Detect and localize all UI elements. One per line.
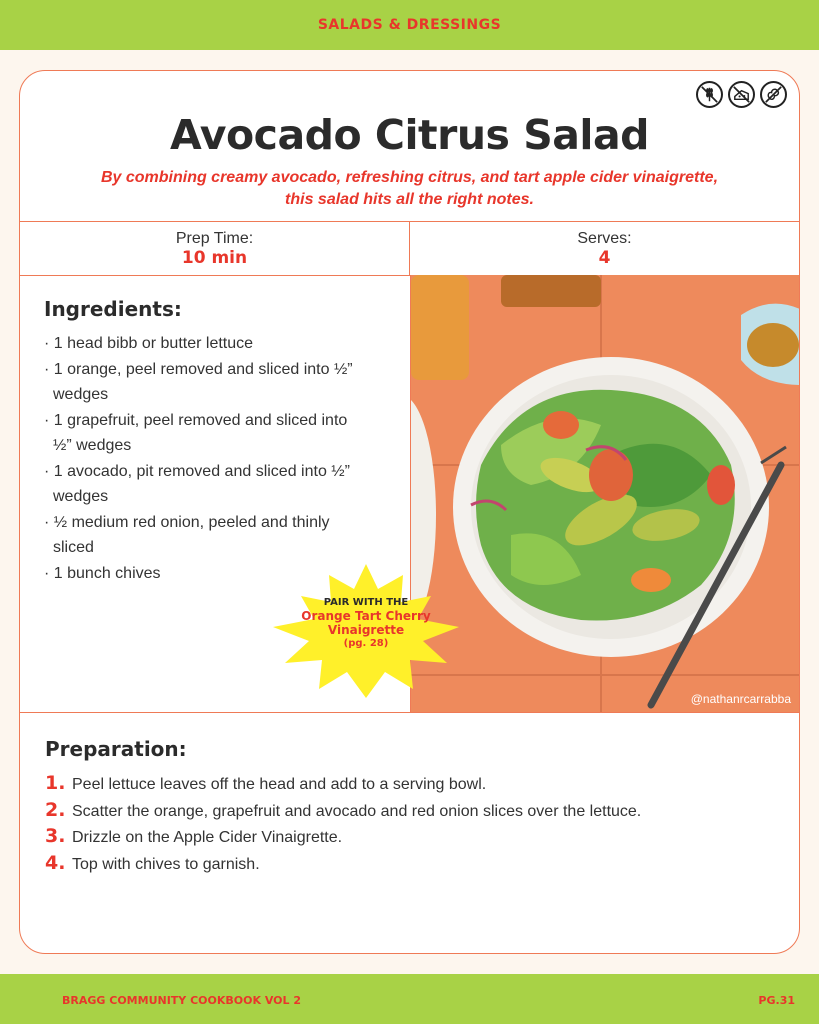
step-number: 3. (45, 825, 66, 847)
section-title: SALADS & DRESSINGS (317, 17, 502, 33)
ingredient-item: · ½ medium red onion, peeled and thinly sliced (44, 510, 353, 561)
step-text: Top with chives to garnish. (72, 855, 260, 873)
step-number: 4. (45, 851, 66, 874)
pairing-recipe-line-1: Orange Tart Cherry (301, 609, 431, 623)
step-item (45, 771, 774, 798)
step-item (45, 798, 774, 825)
ingredient-item: · 1 orange, peel removed and sliced into ½” wedges (44, 357, 353, 408)
prep-time-value: 10 min (181, 248, 248, 268)
pairing-page-ref: (pg. 28) (343, 638, 389, 649)
description-line-2: this salad hits all the right notes. (285, 191, 534, 208)
ingredient-item: · 1 grapefruit, peel removed and sliced into ½” wedges (44, 408, 353, 459)
photo-credit: @nathanrcarrabba (690, 692, 791, 706)
step-number: 1. (45, 772, 66, 794)
no-gluten-icon (696, 81, 723, 108)
no-nuts-icon (760, 81, 787, 108)
pairing-text (263, 596, 469, 650)
recipe-description (80, 167, 739, 211)
page-number: PG.31 (758, 994, 795, 1007)
recipe-title: Avocado Citrus Salad (169, 111, 650, 159)
step-text: Peel lettuce leaves off the head and add to a serving bowl. (72, 776, 487, 793)
step-item (45, 824, 774, 851)
pairing-recipe-line-2: Vinaigrette (327, 623, 405, 637)
step-number: 2. (45, 798, 66, 821)
description-line-1: By combining creamy avocado, refreshing citrus, and tart apple cider vinaigrette, (100, 169, 719, 186)
ingredient-item: · 1 bunch chives (44, 561, 353, 587)
preparation-steps (45, 771, 774, 877)
step-text: Drizzle on the Apple Cider Vinaigrette. (72, 829, 343, 846)
serves-cell (409, 222, 799, 275)
serves-label: Serves: (577, 230, 632, 247)
preparation-section (20, 712, 799, 954)
footer-bar (0, 974, 819, 1024)
section-header-bar (0, 0, 819, 50)
diet-icons (696, 81, 787, 108)
recipe-meta-row (20, 221, 799, 276)
preparation-heading: Preparation: (45, 737, 187, 761)
serves-value: 4 (598, 248, 611, 268)
ingredients-list (44, 331, 386, 586)
book-title: BRAGG COMMUNITY COOKBOOK VOL 2 (62, 994, 302, 1007)
recipe-card (19, 70, 800, 954)
prep-time-label: Prep Time: (175, 230, 254, 247)
prep-time-cell (20, 222, 409, 275)
ingredients-heading: Ingredients: (44, 297, 182, 321)
ingredient-item: · 1 head bibb or butter lettuce (44, 331, 353, 357)
pairing-starburst (263, 561, 469, 701)
step-text: Scatter the orange, grapefruit and avocado and red onion slices over the lettuce. (72, 802, 642, 820)
ingredient-item: · 1 avocado, pit removed and sliced into ½” wedges (44, 459, 353, 510)
pairing-intro: PAIR WITH THE (323, 597, 409, 608)
step-item (45, 851, 774, 878)
no-dairy-icon (728, 81, 755, 108)
